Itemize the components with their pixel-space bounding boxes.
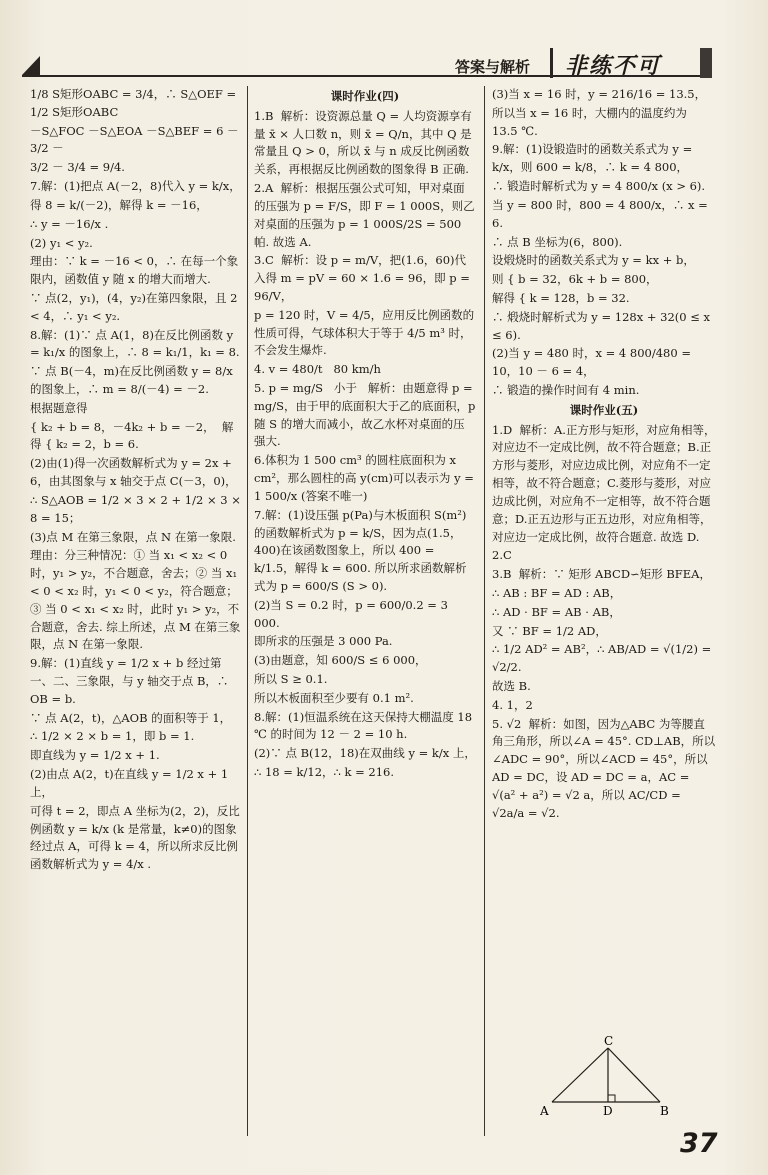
text-line: (2)由(1)得一次函数解析式为 y = 2x + 6，由其图象与 x 轴交于点 C(－3，0)，	[30, 456, 237, 489]
text-line: 即直线为 y = 1/2 x + 1.	[30, 748, 160, 763]
page-number: 37	[680, 1128, 718, 1159]
text-line: 可得 t = 2，即点 A 坐标为(2，2)，反比例函数 y = k/x (k 是常量，k≠0)的图象经过点 A，可得 k = 4，所以所求反比例函数解析式为 y = 4/x .	[30, 803, 240, 872]
text-line: ∴ y = －16/x .	[30, 216, 109, 231]
text-line: ∵ 点 B(－4，m)在反比例函数 y = 8/x 的图象上，∴ m = 8/(－4) = －2.	[30, 364, 237, 396]
text-line: 2.A 解析：根据压强公式可知，甲对桌面的压强为 p = F/S，即 F = 1 000S，则乙对桌面的压强为 p = 1 000S/2S = 500 帕. 故选 A.	[254, 181, 475, 249]
text-line: 4. 1，2	[492, 697, 533, 712]
segment-ac	[552, 1048, 608, 1102]
text-line: 3.C 解析：设 p = m/V，把(1.6，60)代入得 m = pV = 60 × 1.6 = 96，即 p = 96/V，	[254, 253, 474, 303]
text-line: 得 8 = k/(－2)，解得 k = －16，	[30, 197, 208, 212]
text-line: 所以木板面积至少要有 0.1 m².	[254, 690, 414, 705]
column-divider-1	[247, 86, 248, 1136]
header-title: 答案与解析	[455, 58, 531, 76]
text-line: ∴ AB : BF = AD : AB，	[492, 585, 622, 600]
header-corner-triangle	[22, 56, 40, 75]
text-line: (2)由点 A(2，t)在直线 y = 1/2 x + 1 上，	[30, 767, 232, 799]
text-line: 理由：分三种情况：① 当 x₁ < x₂ < 0 时，y₁ > y₂，不合题意，舍去；② 当 x₁ < 0 < x₂ 时，y₁ < 0 < y₂，符合题意；③ 当 0 < x₁ < x₂ 时，此时 y₁ > y₂，不合题意，舍去. 综上所述，点 M 在第三象限，点 N 在第一象限.	[30, 548, 241, 652]
text-line: 解得 { k = 128，b = 32.	[492, 290, 630, 305]
text-line: 所以 S ≥ 0.1.	[254, 672, 328, 686]
text-line: p = 120 时，V = 4/5，应用反比例函数的性质可得，气球体积大于等于 4/5 m³ 时，不会发生爆炸.	[254, 307, 475, 358]
text-line: 故选 B.	[492, 679, 531, 693]
text-line: (3)点 M 在第三象限，点 N 在第一象限.	[30, 529, 236, 544]
text-line: 5. p = mg/S 小于 解析：由题意得 p = mg/S，由于甲的底面积大于乙的底面积，p 随 S 的增大而减小，故乙水杯对桌面的压强大.	[254, 381, 480, 449]
text-line: 1/8 S矩形OABC = 3/4，∴ S△OEF = 1/2 S矩形OABC	[30, 87, 240, 119]
header-brand: 非练不可	[565, 53, 662, 79]
triangle-figure	[540, 1036, 680, 1116]
right-angle-mark	[608, 1095, 615, 1102]
text-line: 3/2 － 3/4 = 9/4.	[30, 160, 125, 175]
section-heading: 课时作业(四)	[330, 89, 400, 103]
text-line: 2.C	[492, 548, 512, 563]
text-line: 则 { b = 32，6k + b = 800，	[492, 272, 658, 287]
text-line: 1.B 解析：设资源总量 Q = 人均资源享有量 x̄ × 人口数 n，则 x̄ = Q/n，其中 Q 是常量且 Q > 0，所以 x̄ 与 n 成反比例函数关系，再根据反比例函数的图象得 B 正确.	[254, 108, 472, 177]
text-line: 7.解：(1)设压强 p(Pa)与木板面积 S(m²)的函数解析式为 p = k/S，因为点(1.5，400)在该函数图象上，所以 400 = k/1.5，解得 k = 600. 所以所求函数解析式为 p = 600/S (S > 0).	[254, 507, 467, 593]
text-line: (2)当 S = 0.2 时，p = 600/0.2 = 3 000.	[254, 597, 452, 630]
text-line: 9.解：(1)设锻造时的函数关系式为 y = k/x，则 600 = k/8，∴ k = 4 800，	[492, 142, 696, 175]
text-line: 根据题意得	[30, 400, 88, 415]
text-line: ∴ 锻造时解析式为 y = 4 800/x (x > 6).	[492, 179, 706, 194]
text-line: (3)当 x = 16 时，y = 216/16 = 13.5，	[492, 87, 707, 101]
text-line: 6.体积为 1 500 cm³ 的圆柱底面积为 x cm²，那么圆柱的高 y(cm)可以表示为 y = 1 500/x (答案不唯一)	[254, 453, 478, 503]
text-line: ∴ 18 = k/12，∴ k = 216.	[254, 765, 395, 780]
text-line: (2)∵ 点 B(12，18)在双曲线 y = k/x 上，	[254, 746, 476, 761]
text-line: ∵ 点 A(2，t)，△AOB 的面积等于 1，	[30, 710, 232, 725]
column-middle	[254, 86, 480, 783]
text-line: 8.解：(1)恒温系统在这天保持大棚温度 18 ℃ 的时间为 12 － 2 = 10 h.	[254, 709, 476, 742]
column-divider-2	[484, 86, 485, 1136]
label-b: B	[660, 1104, 669, 1116]
text-line: 5. √2 解析：如图，因为△ABC 为等腰直角三角形，所以∠A = 45°. CD⊥AB，所以∠ADC = 90°，所以∠ACD = 45°，所以 AD = DC，设 AD = DC = a，AC = √(a² + a²) = √2 a，所以 AC/CD = √2a/a = √2.	[492, 716, 716, 820]
text-line: ∴ 点 B 坐标为(6，800).	[492, 234, 623, 249]
text-line: ∴ 煅烧时解析式为 y = 128x + 32(0 ≤ x ≤ 6).	[492, 309, 714, 342]
section-heading: 课时作业(五)	[569, 402, 639, 417]
label-c: C	[604, 1036, 614, 1048]
text-line: ∴ AD · BF = AB · AB，	[492, 604, 621, 619]
text-line: 3.B 解析：∵ 矩形 ABCD∽矩形 BFEA，	[492, 567, 711, 582]
segment-bc	[608, 1048, 660, 1102]
text-line: { k₂ + b = 8，－4k₂ + b = －2， 解得 { k₂ = 2，b = 6.	[30, 419, 234, 452]
text-line: 又 ∵ BF = 1/2 AD，	[492, 623, 607, 638]
header-bar	[700, 48, 712, 78]
text-line: (2) y₁ < y₂.	[30, 235, 93, 250]
text-line: (3)由题意，知 600/S ≤ 6 000，	[254, 653, 427, 668]
text-line: 8.解：(1)∵ 点 A(1，8)在反比例函数 y = k₁/x 的图象上，∴ 8 = k₁/1，k₁ = 8.	[30, 327, 240, 360]
text-line: 9.解：(1)直线 y = 1/2 x + b 经过第一、二、三象限，与 y 轴交于点 B，∴ OB = b.	[30, 656, 233, 706]
text-line: 设煅烧时的函数关系式为 y = kx + b，	[492, 253, 695, 268]
column-left	[30, 86, 245, 875]
text-line: 7.解：(1)把点 A(－2，8)代入 y = k/x，	[30, 179, 241, 194]
text-line: 理由：∵ k = －16 < 0，∴ 在每一个象限内，函数值 y 随 x 的增大而增大.	[30, 254, 239, 287]
text-line: －S△FOC －S△EOA －S△BEF = 6 － 3/2 －	[30, 123, 243, 156]
text-line: ∴ 锻造的操作时间有 4 min.	[492, 383, 640, 397]
text-line: 4. v = 480/t 80 km/h	[254, 362, 381, 377]
label-d: D	[603, 1104, 613, 1116]
text-line: 当 y = 800 时，800 = 4 800/x，∴ x = 6.	[492, 197, 712, 230]
text-line: ∴ 1/2 × 2 × b = 1，即 b = 1.	[30, 729, 195, 744]
text-line: (2)当 y = 480 时，x = 4 800/480 = 10，10 － 6 = 4，	[492, 346, 695, 379]
text-line: ∴ 1/2 AD² = AB²，∴ AB/AD = √(1/2) = √2/2.	[492, 642, 715, 675]
text-line: ∵ 点(2，y₁)，(4，y₂)在第四象限，且 2 < 4，∴ y₁ < y₂.	[30, 290, 242, 323]
text-line: ∴ S△AOB = 1/2 × 3 × 2 + 1/2 × 3 × 8 = 15；	[30, 492, 245, 525]
text-line: 即所求的压强是 3 000 Pa.	[254, 634, 393, 649]
column-right	[492, 86, 716, 824]
text-line: 所以当 x = 16 时，大棚内的温度约为 13.5 ℃.	[492, 105, 691, 138]
label-a: A	[540, 1104, 549, 1116]
text-line: 1.D 解析：A.正方形与矩形，对应角相等，对应边不一定成比例，故不符合题意；B.正方形与菱形，对应边成比例，对应角不一定相等，故不符合题意；C.菱形与菱形，对应边成比例，对应角不一定相等，故不符合题意；D.正五边形与正五边形，对应角相等，对应边一定成比例，故符合题意. 故选 D.	[492, 422, 716, 544]
